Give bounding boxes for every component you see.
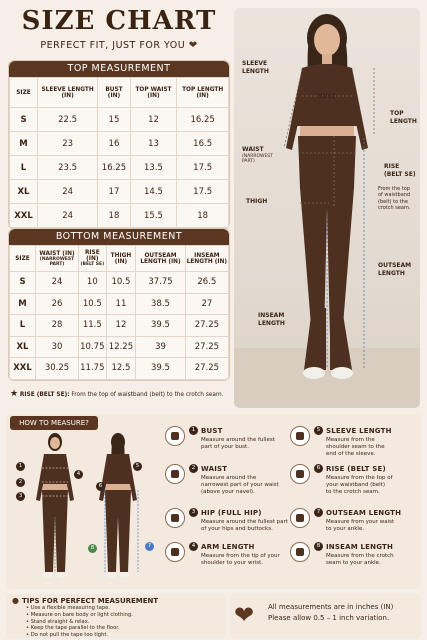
figure-marker-8: 8 [88,544,97,553]
size-cell: S [10,272,36,294]
table-row [10,336,229,358]
value-cell: 37.75 [136,272,185,294]
table-row [10,293,229,315]
tip-item: • Stand straight & relax. [26,619,133,626]
measure-title: OUTSEAM LENGTH [326,508,402,517]
rise-note-label: RISE (BELT SE): [19,392,70,398]
size-cell: XL [10,336,36,358]
bottom-col-header: RISE (IN) (BELT SE) [79,246,107,272]
measure-number: 1 [189,426,198,435]
measure-number: 8 [314,542,323,551]
top-col-sleeve: SLEEVE LENGTH (IN) [38,78,98,108]
size-cell: M [10,132,38,156]
rise-note [10,389,230,399]
measure-title: WAIST [201,464,228,473]
figure-marker-4: 4 [74,470,83,479]
table-row [10,315,229,337]
value-cell: 16 [98,132,130,156]
waist-icon [165,464,185,484]
measure-number: 3 [189,508,198,517]
value-cell: 27.25 [185,336,228,358]
page-title: SIZE CHART [21,6,217,36]
figure-marker-7: 7 [145,542,154,551]
inch-note-line2: Please allow 0.5 – 1 inch variation. [268,613,390,622]
size-cell: XXL [10,204,38,228]
heart-icon: ❤ [188,40,198,51]
measure-title: INSEAM LENGTH [326,542,394,551]
bottom-col-header: THIGH (IN) [106,246,136,272]
value-cell: 39.5 [136,315,185,337]
value-cell: 24 [38,204,98,228]
page-subtitle [8,40,230,51]
bottom-table-title: BOTTOM MEASUREMENT [9,229,229,245]
value-cell: 24 [38,180,98,204]
figure-marker-5: 5 [133,462,142,471]
value-cell: 11.75 [79,358,107,380]
hip-icon [165,508,185,528]
how-to-title: HOW TO MEASURE? [10,416,98,430]
table-row [10,156,229,180]
value-cell: 27.25 [185,315,228,337]
rise-note-text: From the top of waistband (belt) to the crotch seam. [71,392,224,398]
inch-note-panel [230,594,421,638]
value-cell: 15 [98,108,130,132]
lightbulb-icon: ● [12,596,19,605]
top-col-waist: TOP WAIST (IN) [130,78,177,108]
label-bust: BUST [318,93,336,100]
measure-title: ARM LENGTH [201,542,255,551]
tip-item: • Keep the tape parallel to the floor. [26,625,133,632]
inseam-icon [290,542,310,562]
top-table-header-row [10,78,229,108]
inch-note-line1: All measurements are in inches (IN) [268,603,394,611]
value-cell: 27 [185,293,228,315]
value-cell: 23 [38,132,98,156]
value-cell: 15.5 [130,204,177,228]
value-cell: 13 [130,132,177,156]
value-cell: 30 [36,336,79,358]
measure-number: 4 [189,542,198,551]
value-cell: 38.5 [136,293,185,315]
table-row [10,108,229,132]
bottom-measurement-table [8,228,230,381]
measure-desc: Measure around the fullest part of your bust. [201,437,275,451]
bust-icon [165,426,185,446]
outseam-icon [290,508,310,528]
table-row [10,204,229,228]
value-cell: 17 [98,180,130,204]
value-cell: 16.25 [177,108,229,132]
top-col-length: TOP LENGTH (IN) [177,78,229,108]
size-cell: XXL [10,358,36,380]
figure-marker-2: 2 [16,478,25,487]
measure-number: 2 [189,464,198,473]
measure-number: 6 [314,464,323,473]
value-cell: 26.5 [185,272,228,294]
value-cell: 10.75 [79,336,107,358]
table-row [10,358,229,380]
bottom-col-header: INSEAM LENGTH (IN) [185,246,228,272]
table-row [10,132,229,156]
value-cell: 16.25 [98,156,130,180]
star-icon: ★ [10,389,19,399]
measure-title: SLEEVE LENGTH [326,426,392,435]
heart-icon: ❤ [234,601,255,629]
label-rise-desc: From the top of waistband (belt) to the crotch seam. [378,186,411,211]
value-cell: 39.5 [136,358,185,380]
measure-number: 5 [314,426,323,435]
label-sleeve-length: SLEEVE LENGTH [242,60,269,75]
bottom-col-header: OUTSEAM LENGTH (IN) [136,246,185,272]
measure-desc: Measure around the narrowest part of your waist (above your navel). [201,475,279,496]
size-cell: XL [10,180,38,204]
measure-desc: Measure around the fullest part of your hips and buttocks. [201,519,288,533]
measure-desc: Measure from the tip of your shoulder to your wrist. [201,553,280,567]
size-cell: S [10,108,38,132]
value-cell: 10.5 [79,293,107,315]
rise-icon [290,464,310,484]
value-cell: 23.5 [38,156,98,180]
measure-title: BUST [201,426,223,435]
measure-title: RISE (BELT SE) [326,464,386,473]
value-cell: 22.5 [38,108,98,132]
value-cell: 12.5 [106,358,136,380]
bottom-col-header: SIZE [10,246,36,272]
value-cell: 10 [79,272,107,294]
label-rise: RISE (BELT SE) [384,163,416,178]
value-cell: 30.25 [36,358,79,380]
tip-item: • Use a flexible measuring tape. [26,605,133,612]
figure-marker-3: 3 [16,492,25,501]
value-cell: 12.25 [106,336,136,358]
value-cell: 39 [136,336,185,358]
bottom-table-header-row [10,246,229,272]
value-cell: 18 [98,204,130,228]
sleeve-icon [290,426,310,446]
value-cell: 11.5 [79,315,107,337]
tips-panel [6,594,226,638]
top-table-title: TOP MEASUREMENT [9,61,229,77]
measure-desc: Measure from the shoulder seam to the end of the sleeve. [326,437,385,458]
value-cell: 10.5 [106,272,136,294]
label-inseam: INSEAM LENGTH [258,312,285,327]
value-cell: 14.5 [130,180,177,204]
arm-icon [165,542,185,562]
top-col-bust: BUST (IN) [98,78,130,108]
value-cell: 26 [36,293,79,315]
label-thigh: THIGH [246,198,268,205]
label-outseam: OUTSEAM LENGTH [378,262,412,277]
subtitle-text: PERFECT FIT, JUST FOR YOU [40,40,186,51]
tip-item: • Measure on bare body or light clothing. [26,612,133,619]
bottom-col-header: WAIST (IN) (NARROWEST PART) [36,246,79,272]
value-cell: 28 [36,315,79,337]
label-top-length: TOP LENGTH [390,110,417,125]
value-cell: 27.25 [185,358,228,380]
measure-desc: Measure from the crotch seam to your ankle. [326,553,394,567]
label-waist: WAIST (NARROWEST PART) [242,146,273,165]
value-cell: 17.5 [177,156,229,180]
value-cell: 13.5 [130,156,177,180]
figure-diagrams-icon [10,432,160,584]
measure-desc: Measure from the top of your waistband (belt) to the crotch seam. [326,475,393,496]
table-row [10,180,229,204]
measure-title: HIP (FULL HIP) [201,508,262,517]
value-cell: 17.5 [177,180,229,204]
figure-marker-6: 6 [96,482,105,491]
value-cell: 12 [106,315,136,337]
measure-number: 7 [314,508,323,517]
table-row [10,272,229,294]
size-cell: M [10,293,36,315]
value-cell: 16.5 [177,132,229,156]
top-measurement-table [8,60,230,229]
top-col-size: SIZE [10,78,38,108]
figure-marker-1: 1 [16,462,25,471]
value-cell: 24 [36,272,79,294]
tip-item: • Do not pull the tape too tight. [26,632,133,639]
tips-title: TIPS FOR PERFECT MEASUREMENT [21,596,159,605]
value-cell: 18 [177,204,229,228]
measure-desc: Measure from your waist to your ankle. [326,519,395,533]
value-cell: 12 [130,108,177,132]
size-cell: L [10,315,36,337]
size-cell: L [10,156,38,180]
value-cell: 11 [106,293,136,315]
